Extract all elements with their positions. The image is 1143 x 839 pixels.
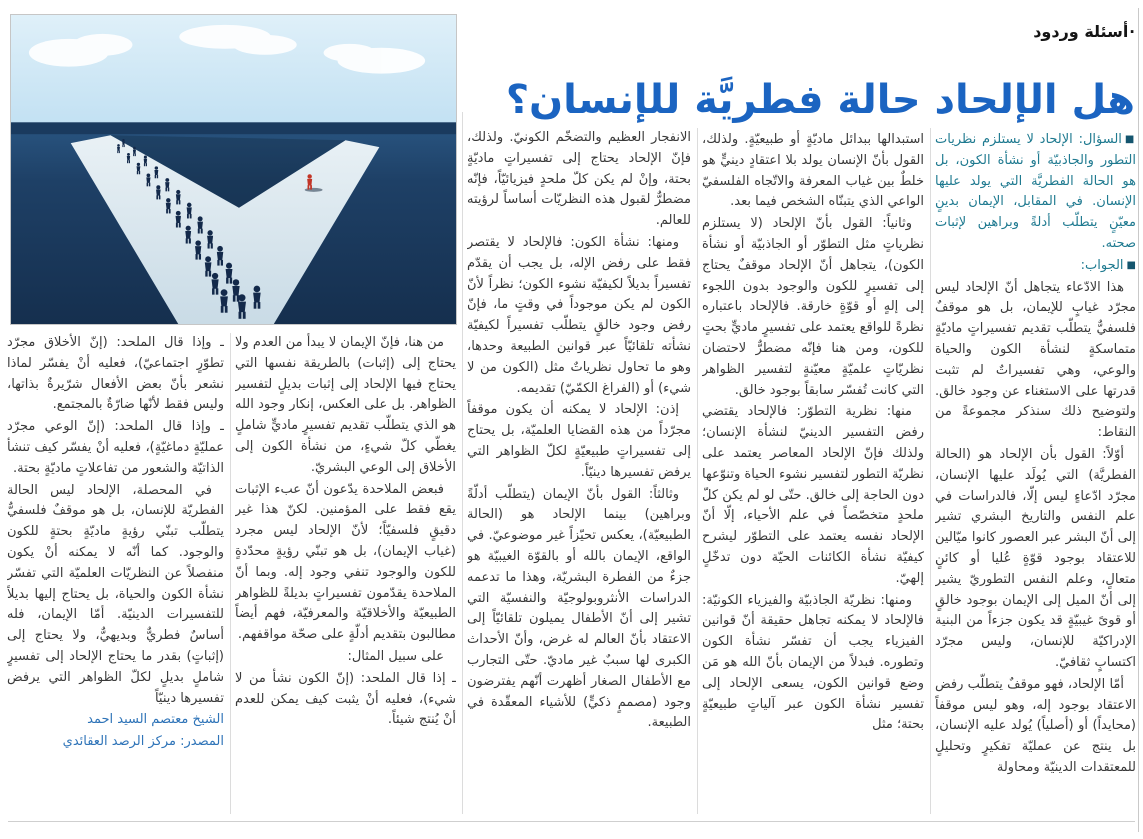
column-divider <box>930 128 931 814</box>
paragraph: استبدالها ببدائل ماديّةٍ أو طبيعيّةٍ. ولذلك، القول بأنّ الإنسان يولد بلا اعتقادٍ دينيٍّ هو خلطٌ بين غياب المعرفة والاتّجاه الفلسفيّ الواعي الذي يتبنّاه الشخص فيما بعد. <box>702 132 924 210</box>
column-divider <box>462 112 463 814</box>
author-credit: الشيخ معتصم السيد احمد <box>87 712 224 728</box>
paragraph: ومنها: نشأة الكون: فالإلحاد لا يقتصر فقط على رفض الإله، بل يجب أن يقدّم تفسيراً بديلاً لكيفيّة نشوء الكون؛ نظراً لأنّ الكون لم يكن موجوداً في وقتٍ ما، فإنّ رفض وجود خالقٍ يتطلّب تفسيراً لكيفيّة نشأته تلقائيّاً عبر قوانين الطبيعة وحدها، وهو ما تحاول نظرياتٌ مثل (الكون من لا شيء) أو (الفراغ الكمّيّ) تقديمه. <box>467 234 691 396</box>
paragraph: من هنا، فإنّ الإيمان لا يبدأ من العدم ولا يحتاج إلى (إثبات) بالطريقة نفسها التي يحتاج فيها الإلحاد إلى إثبات بديلٍ لتفسير الظواهر. بل على العكس، إنكار وجود الله هو الذي يتطلّب تقديم تفسيرٍ ماديٍّ شاملٍ يغطّي كلّ شيءٍ، من نشأة الكون إلى الأخلاق إلى الوعي البشريّ. <box>235 335 456 475</box>
section-label-text: أسئلة وردود <box>1033 22 1129 41</box>
paragraph: على سبيل المثال: <box>347 648 444 664</box>
paragraph: وثانياً: القول بأنّ الإلحاد (لا يستلزم نظرياتٍ مثل التطوّر أو الجاذبيّة أو نشأة الكون)، يتجاهل أنّ الإلحاد موقفٌ يحتاج إلى تفسيرٍ للكون والوجود بدون اللجوء إلى إلهٍ أو قوّةٍ خارقة. فالإلحاد باعتباره نظرةً للواقع يعتمد على تفسيرٍ ماديٍّ بحتٍ للكون، ومن هنا فإنّه مضطرٌّ لاحتضان نظريّاتٍ علميّةٍ معيّنةٍ لتفسير الظواهر التي كانت تُفسّر سابقاً بوجود خالق. <box>702 216 924 398</box>
paragraph: وثالثاً: القول بأنّ الإيمان (يتطلّب أدلّةً وبراهين) بينما الإلحاد هو (الحالة الطبيعيّة)، يعكس تحيّزاً غير موضوعيّ. في الواقع، الإيمان بالله أو بالقوّة الغيبيّة هو جزءٌ من الفطرة البشريّة، وهذا ما تدعمه الدراسات الأنثروبولوجيّة والنفسيّة التي تشير إلى أنّ الأطفال يميلون تلقائيّاً إلى الاعتقاد بأنّ العالم له غرض، وأنّ الأحداث الكبرى لها سببٌ غير ماديّ. حتّى التجارب مع الأطفال الصغار أظهرت أنّهم يفترضون وجود (مصممٍ ذكيٍّ) للأشياء المعقّدة في الطبيعة. <box>467 486 691 731</box>
page-title: هل الإلحاد حالة فطريَّة للإنسان؟ <box>505 76 1135 123</box>
bullet-dot-icon: · <box>1129 23 1135 41</box>
text-column-2 <box>702 130 924 822</box>
column-divider <box>230 333 231 814</box>
square-bullet-icon: ■ <box>1124 134 1136 145</box>
paragraph: ـ وإذا قال الملحد: (إنّ الأخلاق مجرّد تطوّرٍ اجتماعيّ)، فعليه أنْ يفسّر لماذا نشعر بأنّ بعض الأفعال شرّيرةٌ بذاتها، وليس فقط لأنّها ضارّةٌ بالمجتمع. <box>7 335 224 413</box>
paragraph: أوّلاً: القول بأن الإلحاد هو (الحالة الفطريَّة) التي يُولَد عليها الإنسان، مجرّد ادّعاءٍ ليس إلّا، فالدراسات في علم النفس والتاريخ البشري تشير إلى أنّ البشر عبر العصور كانوا ميّالين للاعتقاد بوجود قوّةٍ عُليا أو كائنٍ متعالٍ، وعلم النفس التطوريّ يشير إلى أنّ الميل إلى الإيمان بوجود خالقٍ أو قوىً غيبيّةٍ قد يكون جزءاً من البنية الإدراكيّة للإنسان، وليس مجرّد اكتسابٍ ثقافيّ. <box>935 446 1136 670</box>
paragraph: منها: نظرية التطوّر: فالإلحاد يقتضي رفض التفسير الدينيّ لنشأة الإنسان؛ ولذلك فإنّ الإلحاد المعاصر يعتمد على نظريّة التطور لتفسير نشوء الحياة وتنوّعها دون الحاجة إلى خالق. حتّى لو لم يكن كلّ ملحدٍ متخصّصاً في علم الأحياء، إلّا أنّ الإلحاد نفسه يعتمد على التطوّر ليشرح كيفيّة نشأة الكائنات الحيّة دون تدخّلٍ إلهيّ. <box>702 404 924 586</box>
section-label <box>1033 22 1135 41</box>
square-bullet-icon: ■ <box>1126 259 1136 271</box>
answer-label-text: الجواب: <box>1080 257 1124 273</box>
text-column-1 <box>935 130 1136 822</box>
paragraph: في المحصلة، الإلحاد ليس الحالة الفطريّة للإنسان، بل هو موقفٌ فلسفيٌّ يتطلّب تبنّي رؤيةٍ ماديّةٍ بحتةٍ للكون والوجود. كما أنّه لا يمكنه أنْ يكون منفصلاً عن النظريّات العلميّة التي تفسّر نشأة الكون والحياة، بل يحتاج إليها بديلاً للتفسيرات الدينيّة. أمّا الإيمان، فله أساسٌ فطريٌّ وبديهيٌّ، ولا يحتاج إلى (إثباتٍ) بقدر ما يحتاج الإلحاد إلى تفسيرٍ شاملٍ بديلٍ لكلّ الظواهر التي يرفض تفسيرها دينيّاً <box>7 482 224 706</box>
paragraph: هذا الادّعاء يتجاهل أنّ الإلحاد ليس مجرّد غيابٍ للإيمان، بل هو موقفٌ فلسفيٌّ يتطلّب تقديم تفسيراتٍ ماديّةٍ متماسكةٍ لنشأة الكون والحياة والوعي، وهي تفسيراتٌ لم تثبت قدرتها على الاستغناء عن وجود خالق. ولتوضيح ذلك سنذكر مجموعةً من النقاط: <box>935 279 1136 441</box>
text-column-5 <box>7 333 224 822</box>
page-edge-line <box>1138 8 1139 832</box>
paragraph: ومنها: نظريّة الجاذبيّة والفيزياء الكونيّة: فالإلحاد لا يمكنه تجاهل حقيقة أنّ قوانين الفيزياء يجب أن تفسّر نشأة الكون وتطوره. فبدلاً من الإيمان بأنّ الله هو مَن وضع قوانين الكون، يسعى الإلحاد إلى تفسير نشأة الكون عبر آلياتٍ طبيعيّةٍ بحتة؛ مثل <box>702 592 924 733</box>
paragraph: ـ إذا قال الملحد: (إنّ الكون نشأ من لا شيء)، فعليه أنْ يثبت كيف يمكن للعدم أنْ يُنتج شيئاً. <box>235 670 456 728</box>
fork-road-scene <box>11 15 456 324</box>
article-illustration <box>10 14 457 325</box>
question-text: السؤال: الإلحاد لا يستلزم نظريات التطور والجاذبيّة أو نشأة الكون، بل هو الحالة الفطريَّة التي يولد عليها الإنسان. في المقابل، الإيمان بدينٍ معيّنٍ يتطلّب أدلةً وبراهين لإثبات صحته. <box>935 132 1136 251</box>
paragraph: ـ وإذا قال الملحد: (إنّ الوعي مجرّد عمليّةٍ دماغيّةٍ)، فعليه أنْ يفسّر كيف تنشأ الذاتيّة والشعور من تفاعلاتٍ ماديّةٍ بحتة. <box>7 419 224 476</box>
paragraph: الانفجار العظيم والتضخّم الكونيّ. ولذلك، فإنّ الإلحاد يحتاج إلى تفسيراتٍ ماديّةٍ بحتة، وإنْ لم يكن كلّ ملحدٍ فيزيائيّاً، فإنّه مضطرٌّ لقبول هذه النظريّات أساساً لرؤيته للعالم. <box>467 130 691 229</box>
paragraph: أمّا الإلحاد، فهو موقفٌ يتطلّب رفض الاعتقاد بوجود إله، وهو ليس موقفاً (محايداً) أو (أصلياً) يُولد عليه الإنسان، بل ينتج عن عمليّة تفكيرٍ وتحليلٍ للمعتقدات الدينيّة ومحاولة <box>935 676 1136 775</box>
column-divider <box>697 128 698 814</box>
answer-label <box>935 256 1136 277</box>
text-column-4 <box>235 333 456 822</box>
question-paragraph <box>935 130 1136 255</box>
text-column-3 <box>467 128 691 822</box>
source-credit: المصدر: مركز الرصد العقائدي <box>62 734 224 750</box>
paragraph: فبعض الملاحدة يدّعون أنّ عبء الإثبات يقع فقط على المؤمنين. لكنّ هذا غير دقيقٍ فلسفيّاً؛ لأنّ الإلحاد ليس مجرد (غياب الإيمان)، بل هو تبنّي رؤيةٍ محدّدةٍ للكون والوجود تنفي وجود إله. وبما أنّ الملاحدة يقدّمون تفسيراتٍ بديلةً للظواهر الطبيعيّة والأخلاقيّة والمعرفيّة، فهم أيضاً مطالبون بتقديم أدلّةٍ على صحّة مواقفهم. <box>235 481 456 643</box>
paragraph: إذن: الإلحاد لا يمكنه أن يكون موقفاً مجرّداً من هذه القضايا العلميّة، بل يحتاج إلى تفسيراتٍ طبيعيّةٍ لكلّ الظواهر التي يرفض تفسيرها دينيّاً. <box>467 402 691 480</box>
